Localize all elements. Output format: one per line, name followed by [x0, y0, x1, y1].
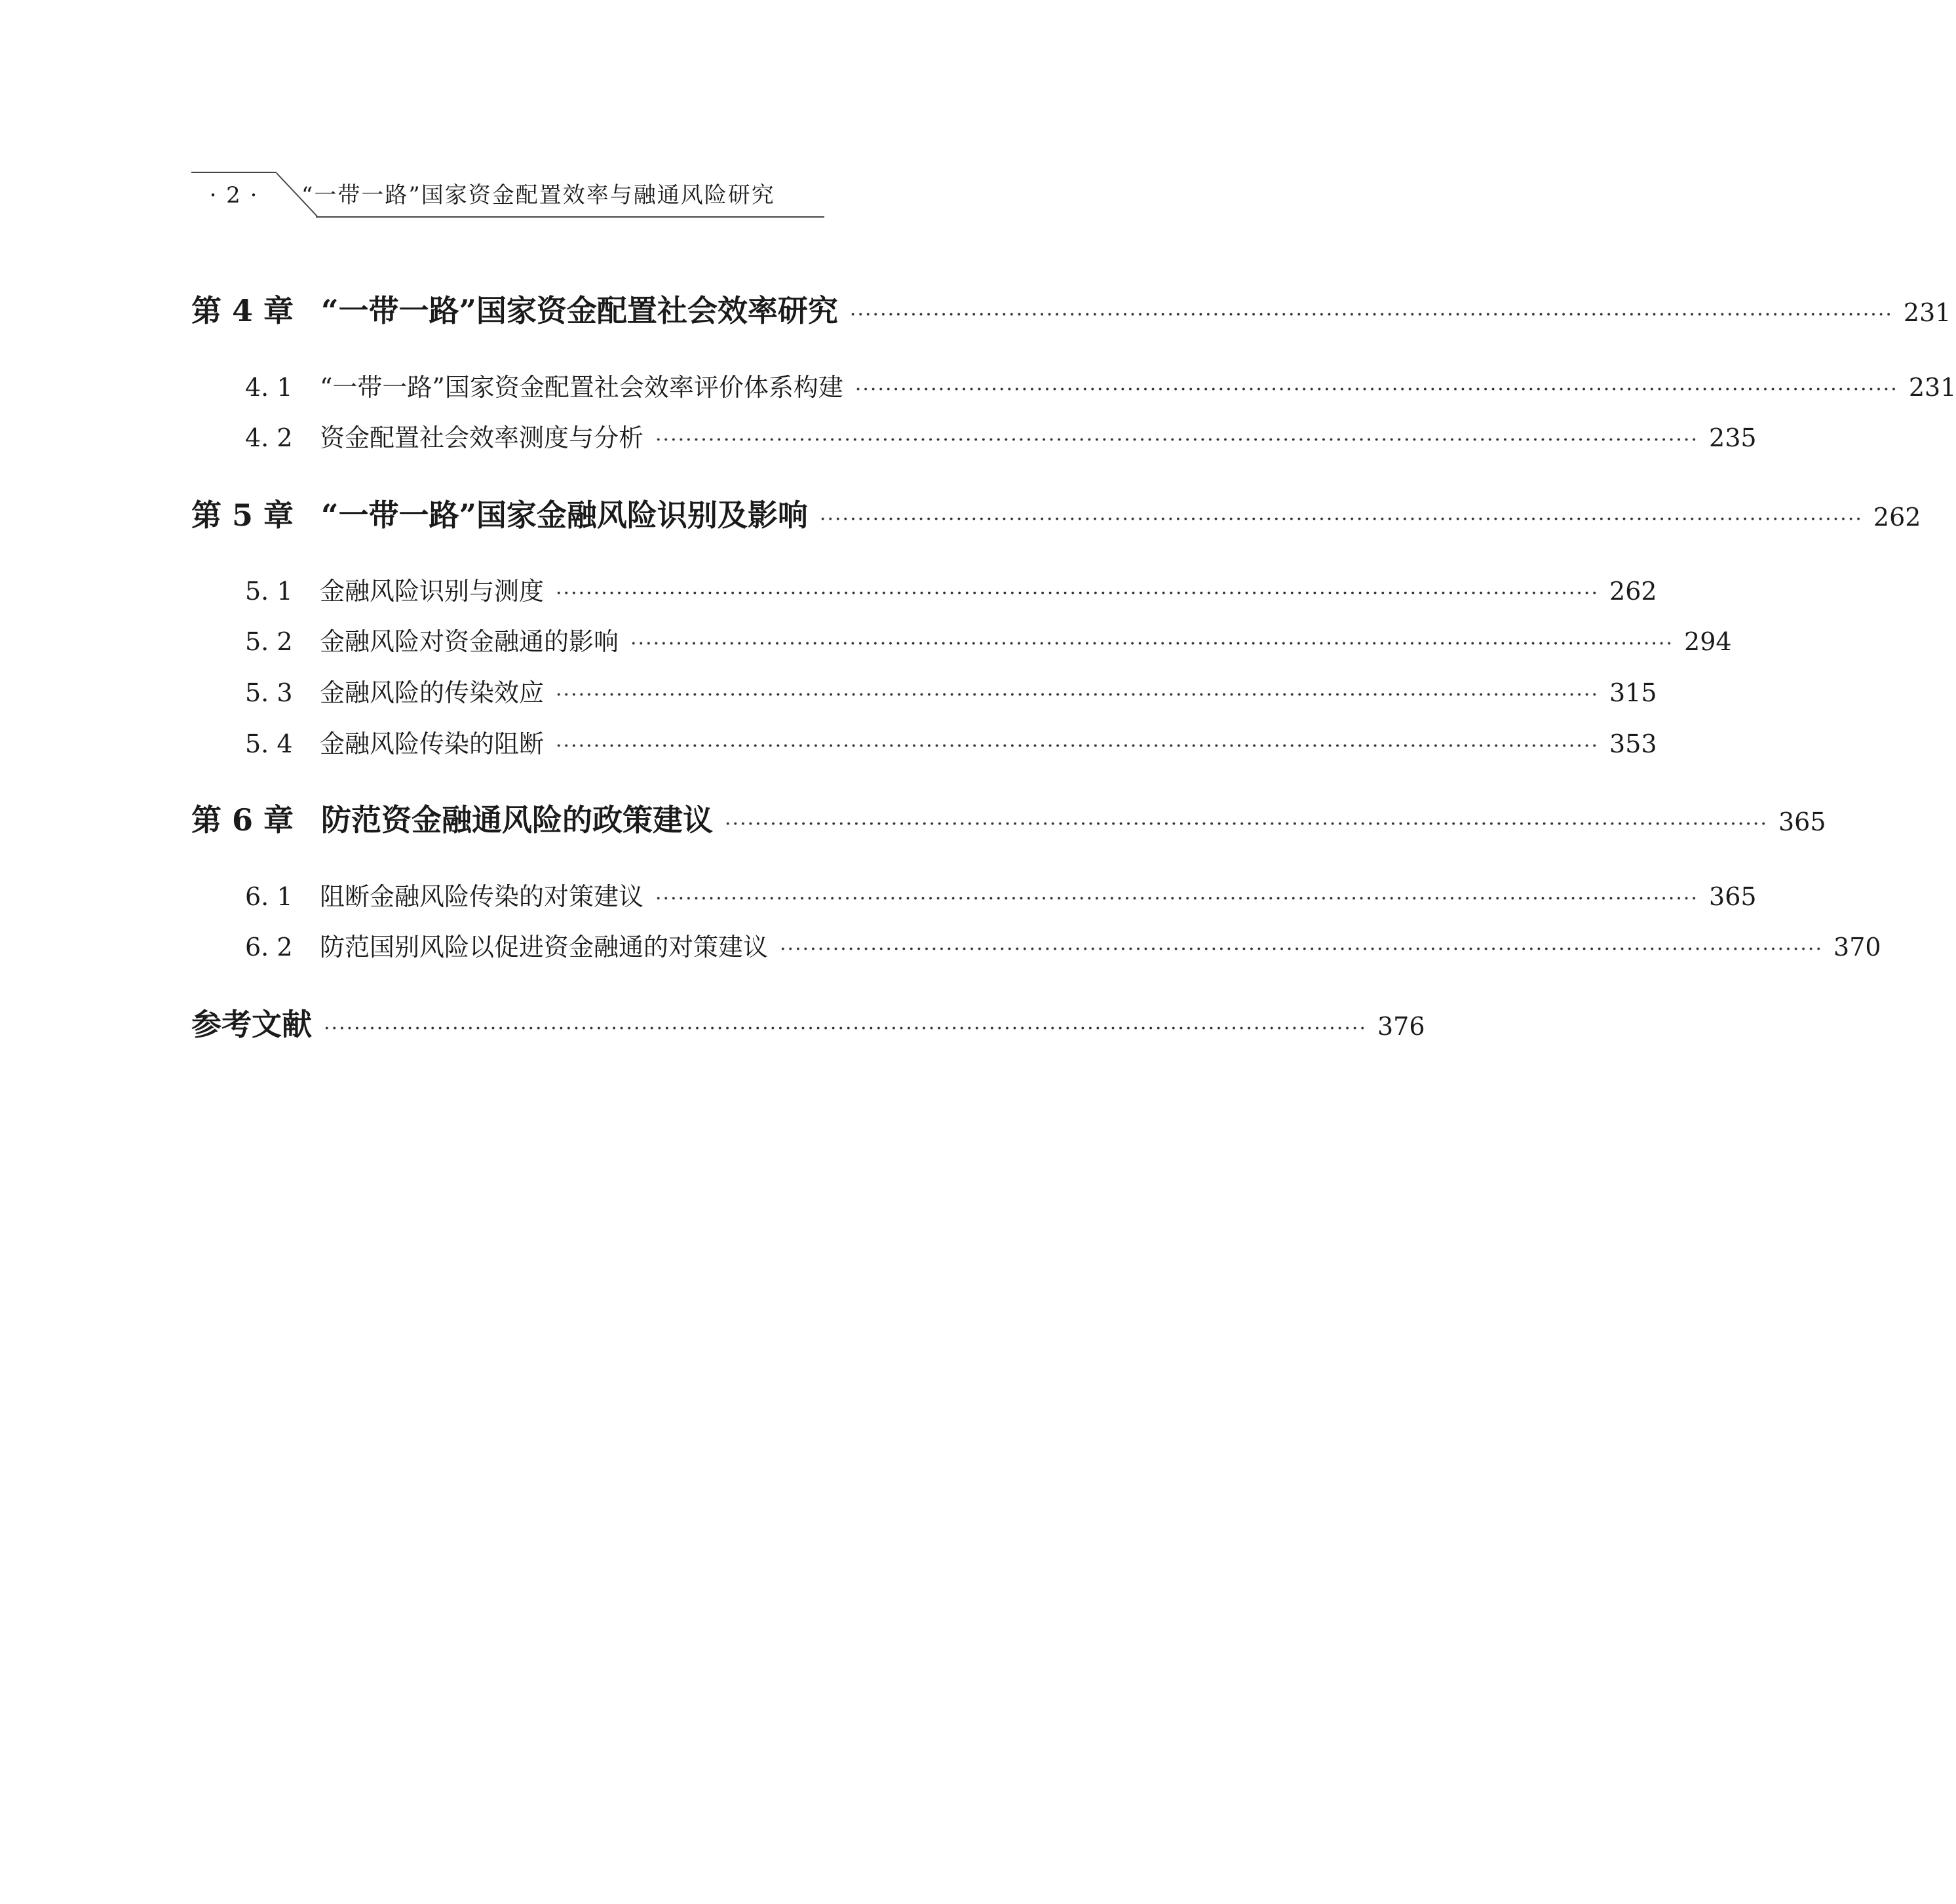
toc-section-5-2: [191, 621, 1732, 657]
toc-entry-title: 金融风险识别与测度: [320, 577, 545, 606]
toc-chapter-5: [191, 492, 1921, 534]
toc-entry-number: 4. 2: [245, 423, 293, 452]
toc-entry-number: 5. 1: [245, 577, 293, 606]
toc-leader-dots: ··········································································································································: [819, 508, 1863, 531]
toc-entry-number: 第 5 章: [191, 497, 294, 533]
toc-entry-title: “一带一路”国家资金配置社会效率研究: [321, 293, 838, 328]
toc-entry-page: 231: [1903, 298, 1951, 327]
toc-leader-dots: ··········································································································································: [854, 378, 1898, 401]
toc-entry-page: 370: [1833, 933, 1881, 962]
toc-entry-page: 262: [1609, 577, 1657, 606]
toc-leader-dots: ··········································································································································: [849, 303, 1893, 326]
toc-entry-title: 阻断金融风险传染的对策建议: [320, 882, 644, 911]
toc-section-4-2: [191, 418, 1757, 453]
toc-entry-number: 6. 1: [245, 882, 293, 911]
toc-section-5-3: [191, 672, 1657, 708]
toc-entry-title: “一带一路”国家资金配置社会效率评价体系构建: [320, 373, 843, 402]
toc-entry-page: 365: [1778, 807, 1826, 836]
toc-leader-dots: ··········································································································································: [556, 582, 1600, 605]
toc-entry-title: 资金配置社会效率测度与分析: [320, 423, 644, 452]
toc-entry-page: 231: [1908, 373, 1956, 402]
toc-leader-dots: ··········································································································································: [655, 429, 1699, 452]
toc-entry-page: 365: [1709, 882, 1757, 911]
toc-entry-page: 235: [1709, 423, 1757, 452]
toc-section-5-4: [191, 724, 1657, 759]
toc-entry-page: 315: [1609, 678, 1657, 707]
toc-entry-number: 第 6 章: [191, 802, 294, 838]
toc-section-5-1: [191, 571, 1657, 606]
toc-entry-title: 参考文献: [191, 1007, 312, 1042]
toc-entry-title: 金融风险的传染效应: [320, 678, 545, 707]
toc-leader-dots: ··········································································································································: [630, 632, 1674, 655]
page-number: · 2 ·: [209, 182, 259, 208]
toc-entry-title: 金融风险对资金融通的影响: [320, 627, 619, 656]
toc-leader-dots: ··········································································································································: [556, 684, 1600, 707]
toc-references: [191, 1001, 1425, 1043]
toc-leader-dots: ··········································································································································: [780, 938, 1824, 961]
running-header-title: “一带一路”国家资金配置效率与融通风险研究: [301, 182, 775, 208]
toc-leader-dots: ··········································································································································: [556, 735, 1600, 758]
toc-entry-page: 262: [1873, 503, 1921, 532]
toc-leader-dots: ··········································································································································: [655, 887, 1699, 910]
toc-entry-number: 5. 3: [245, 678, 293, 707]
toc-entry-title: “一带一路”国家金融风险识别及影响: [321, 497, 808, 533]
toc-entry-page: 353: [1609, 729, 1657, 758]
table-of-contents: [191, 0, 1956, 1904]
toc-entry-number: 第 4 章: [191, 293, 294, 328]
toc-entry-number: 4. 1: [245, 373, 293, 402]
toc-section-6-2: [191, 927, 1881, 962]
toc-chapter-6: [191, 796, 1826, 838]
toc-entry-title: 防范资金融通风险的政策建议: [321, 802, 713, 838]
toc-entry-number: 5. 4: [245, 729, 293, 758]
toc-entry-page: 294: [1684, 627, 1732, 656]
toc-section-4-1: [191, 367, 1956, 402]
toc-leader-dots: ··········································································································································: [725, 813, 1768, 836]
toc-leader-dots: ··········································································································································: [324, 1017, 1367, 1040]
toc-entry-number: 6. 2: [245, 933, 293, 962]
toc-chapter-4: [191, 287, 1951, 329]
toc-entry-page: 376: [1377, 1012, 1425, 1041]
toc-entry-number: 5. 2: [245, 627, 293, 656]
toc-entry-title: 金融风险传染的阻断: [320, 729, 545, 758]
toc-section-6-1: [191, 876, 1757, 912]
toc-entry-title: 防范国别风险以促进资金融通的对策建议: [320, 933, 769, 962]
